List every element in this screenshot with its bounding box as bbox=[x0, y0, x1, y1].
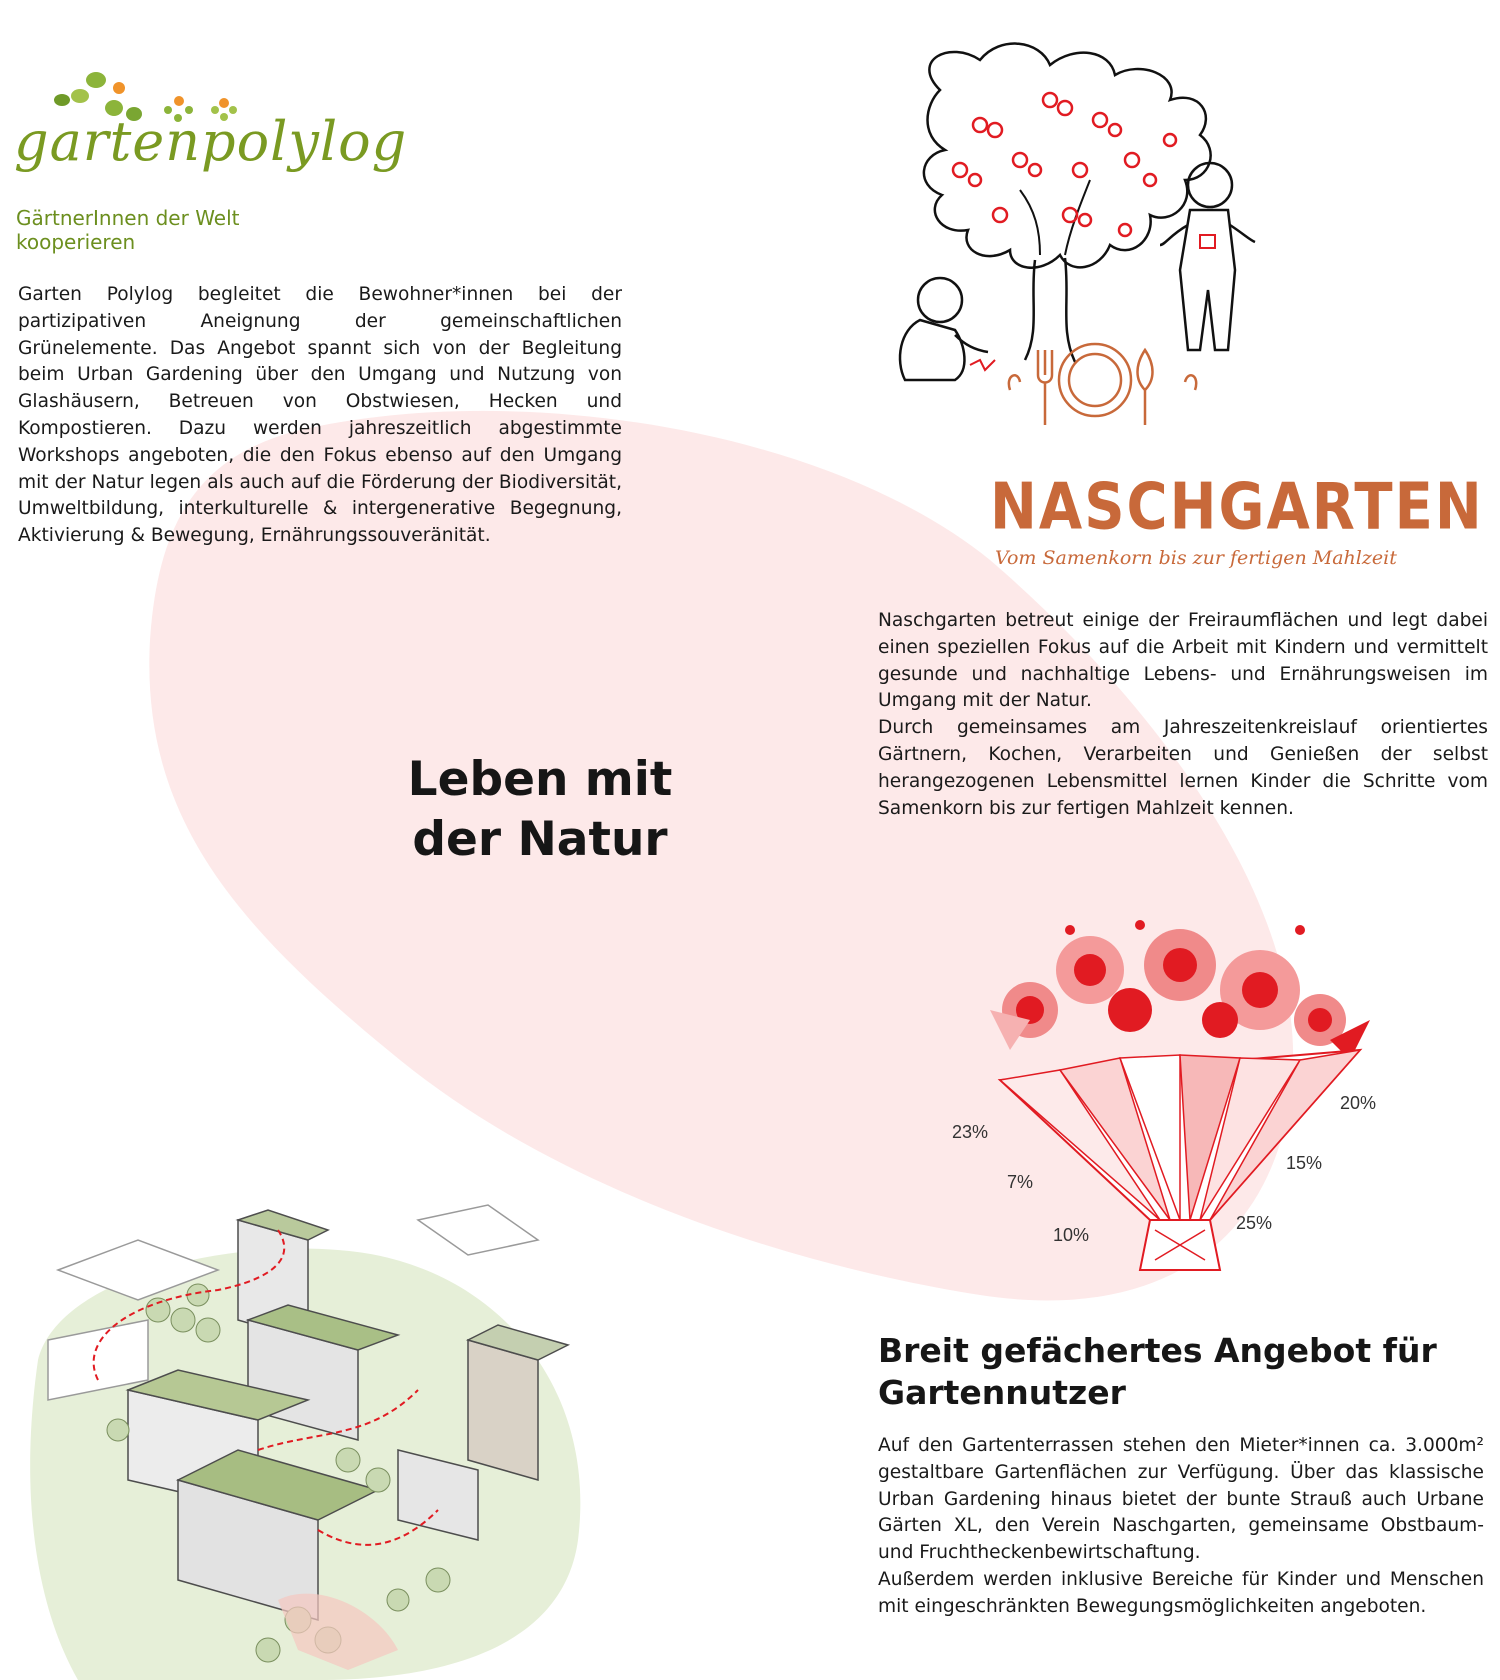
naschgarten-tagline: Vom Samenkorn bis zur fertigen Mahlzeit bbox=[995, 547, 1397, 569]
intro-paragraph: Garten Polylog begleitet die Bewohner*innen bei der partizipativen Aneignung der gemeinschaftlichen Grünelemente. Das Angebot spannt sich von der Begleitung beim Urban Gardening über den Umgang und Nutzung von Glashäusern, Betreuen von Obstwiesen, Hecken und Kompostieren. Dazu werden jahreszeitlich abgestimmte Workshops angeboten, die den Fokus ebenso auf den Umgang mit der Natur legen als auch auf die Förderung der Biodiversität, Umweltbildung, interkulturelle & intergenerative Begegnung, Aktivierung & Bewegung, Ernährungssouveränität. bbox=[18, 284, 622, 547]
tree-crown-outline bbox=[924, 44, 1211, 268]
percentage-label: 10% bbox=[1053, 1225, 1090, 1245]
naschgarten-paragraph-1: Naschgarten betreut einige der Freiraumflächen und legt dabei einen speziellen Fokus auf die Arbeit mit Kindern und vermittelt gesunde und nachhaltige Lebens- und Ernährungsweisen im Umgang mit der Natur. bbox=[878, 610, 1488, 712]
offer-heading-line-2: Gartennutzer bbox=[878, 1373, 1126, 1412]
tree-trunk bbox=[1025, 258, 1075, 362]
offer-paragraph-1: Auf den Gartenterrassen stehen den Mieter*innen ca. 3.000m² gestaltbare Gartenflächen zur Verfügung. Über das klassische Urban Gardening hinaus bietet der bunte Strauß auch Urbane Gärten XL, den Verein Naschgarten, gemeinsame Obstbaum- und Fruchtheckenbewirtschaftung. bbox=[878, 1435, 1484, 1564]
gartenpolylog-logo bbox=[14, 58, 408, 254]
naschgarten-paragraph-2: Durch gemeinsames am Jahreszeitenkreislauf orientiertes Gärtnern, Kochen, Verarbeiten und Genießen der selbst herangezogenen Lebensmittel lernen Kinder die Schritte vom Samenkorn bis zur fertigen Mahlzeit kennen. bbox=[878, 717, 1488, 819]
offer-heading-line-1: Breit gefächertes Angebot für bbox=[878, 1331, 1437, 1370]
page-headline bbox=[360, 750, 720, 870]
headline-line-2: der Natur bbox=[412, 812, 668, 867]
logo-wordmark: gartenpolylog bbox=[14, 110, 408, 173]
naschgarten-illustration bbox=[870, 30, 1380, 470]
bouquet-flowers bbox=[990, 920, 1370, 1060]
aerial-site-illustration bbox=[18, 1180, 638, 1680]
offer-paragraph-2: Außerdem werden inklusive Bereiche für Kinder und Menschen mit eingeschränkten Bewegungsmöglichkeiten angeboten. bbox=[878, 1568, 1484, 1617]
offer-description bbox=[878, 1433, 1484, 1621]
percentage-label: 7% bbox=[1007, 1172, 1034, 1192]
naschgarten-title: NASCHGARTEN bbox=[990, 470, 1484, 545]
percentage-label: 20% bbox=[1340, 1093, 1377, 1113]
flower-bouquet-illustration bbox=[970, 910, 1390, 1310]
percentage-label: 15% bbox=[1286, 1153, 1323, 1173]
headline-line-1: Leben mit bbox=[407, 752, 673, 807]
plate-and-cutlery-icon bbox=[1009, 344, 1196, 425]
kneeling-child-drawing bbox=[900, 278, 988, 380]
logo-tagline: GärtnerInnen der Welt kooperieren bbox=[16, 206, 240, 254]
naschgarten-description bbox=[878, 608, 1488, 822]
percentage-label: 23% bbox=[952, 1122, 989, 1142]
offer-heading bbox=[878, 1330, 1478, 1414]
standing-child-drawing bbox=[1160, 163, 1255, 350]
percentage-label: 25% bbox=[1236, 1213, 1273, 1233]
